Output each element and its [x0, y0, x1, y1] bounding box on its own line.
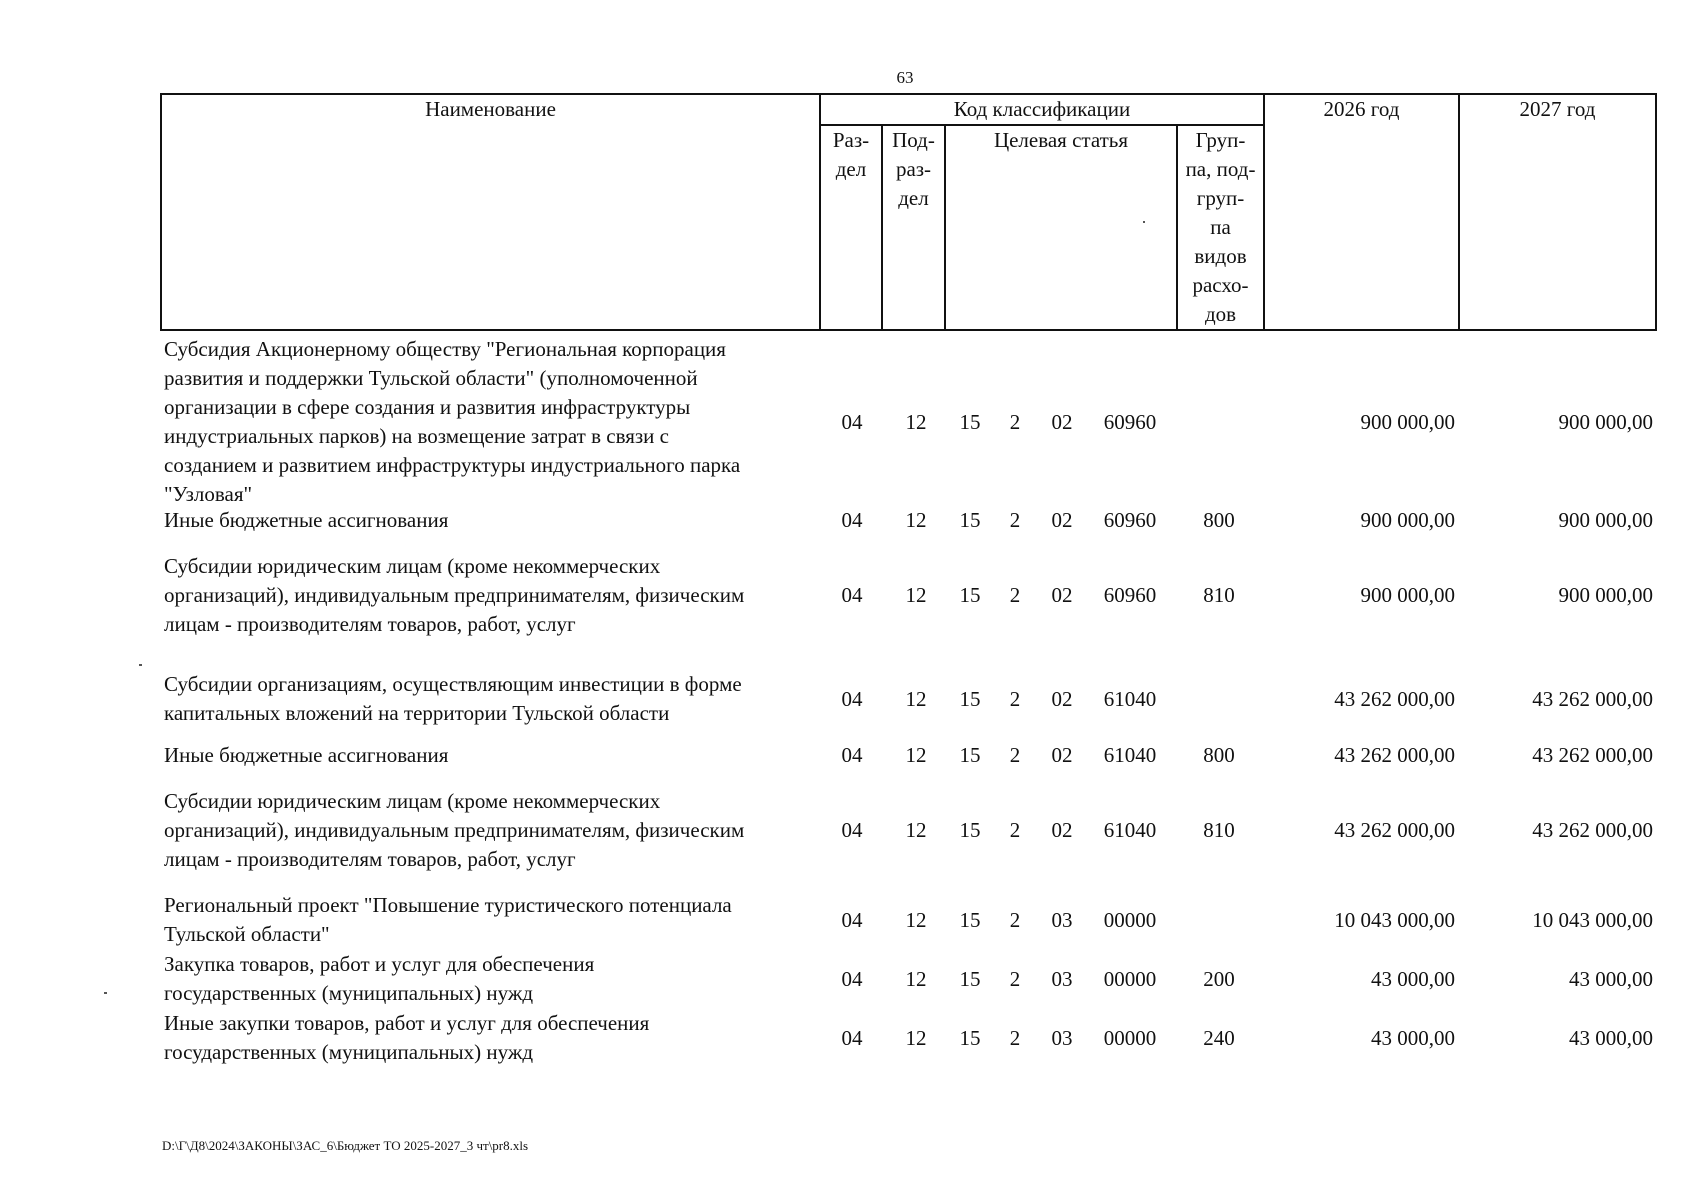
row-target-subprogram: 2: [1009, 907, 1021, 932]
scan-speck: [104, 992, 107, 994]
row-target-program: 15: [959, 583, 981, 607]
row-name-line: организаций), индивидуальным предпринимателям, физическим: [164, 583, 745, 607]
row-name-line: лицам - производителям товаров, работ, услуг: [164, 612, 576, 636]
row-amount-2027: 10 043 000,00: [1532, 907, 1653, 932]
row-podrazdel: 12: [905, 907, 927, 932]
row-target-program: 15: [959, 1025, 981, 1050]
row-expense-group: 240: [1203, 1025, 1235, 1050]
header-code: Код классификации: [820, 94, 1264, 125]
row-razdel: 04: [841, 686, 863, 711]
row-amount-2027: 43 000,00: [1569, 966, 1653, 991]
row-amount-2026: 43 000,00: [1371, 1025, 1455, 1050]
row-target-direction: 61040: [1103, 743, 1157, 767]
row-podrazdel: 12: [905, 966, 927, 991]
table-row: [0, 670, 1691, 728]
row-amount-2026: 900 000,00: [1360, 583, 1455, 607]
row-name-line: созданием и развитием инфраструктуры индустриального парка: [164, 453, 741, 477]
row-target-element: 02: [1051, 686, 1073, 711]
row-amount-2026: 43 000,00: [1371, 966, 1455, 991]
row-name-line: "Узловая": [164, 482, 253, 506]
row-target-direction: 00000: [1103, 966, 1157, 991]
row-expense-group: 200: [1203, 966, 1235, 991]
scan-speck: [139, 664, 142, 666]
row-name-line: капитальных вложений на территории Тульской области: [164, 701, 670, 725]
row-target-program: 15: [959, 409, 981, 434]
row-target-subprogram: 2: [1009, 508, 1021, 532]
row-amount-2026: 900 000,00: [1360, 508, 1455, 532]
row-name-line: Региональный проект "Повышение туристического потенциала: [164, 893, 732, 917]
row-razdel: 04: [841, 1025, 863, 1050]
header-year-2026: 2026 год: [1264, 94, 1459, 330]
row-name-line: государственных (муниципальных) нужд: [164, 1040, 534, 1064]
row-target-direction: 61040: [1103, 686, 1157, 711]
header-line: па: [1210, 215, 1231, 239]
row-name: [164, 787, 824, 874]
row-razdel: 04: [841, 966, 863, 991]
row-podrazdel: 12: [905, 818, 927, 842]
row-name-line: Иные бюджетные ассигнования: [164, 743, 449, 767]
row-podrazdel: 12: [905, 583, 927, 607]
row-amount-2027: 43 262 000,00: [1532, 686, 1653, 711]
table-row: [0, 950, 1691, 1008]
table-row: [0, 506, 1691, 535]
table-row: [0, 335, 1691, 509]
row-target-subprogram: 2: [1009, 686, 1021, 711]
scan-speck: [1143, 221, 1145, 223]
row-name-line: развития и поддержки Тульской области" (уполномоченной: [164, 366, 698, 390]
table-row: [0, 891, 1691, 949]
row-target-subprogram: 2: [1009, 583, 1021, 607]
row-amount-2026: 10 043 000,00: [1334, 907, 1455, 932]
row-amount-2026: 43 262 000,00: [1334, 743, 1455, 767]
row-name: [164, 335, 824, 509]
row-target-direction: 60960: [1103, 583, 1157, 607]
row-target-program: 15: [959, 508, 981, 532]
row-name: [164, 552, 824, 639]
row-podrazdel: 12: [905, 686, 927, 711]
header-group: [1177, 125, 1264, 330]
header-line: дел: [835, 157, 867, 181]
row-target-program: 15: [959, 907, 981, 932]
row-razdel: 04: [841, 508, 863, 532]
row-name-line: Субсидия Акционерному обществу "Региональная корпорация: [164, 337, 726, 361]
row-razdel: 04: [841, 583, 863, 607]
row-amount-2026: 43 262 000,00: [1334, 686, 1455, 711]
row-target-element: 02: [1051, 583, 1073, 607]
row-name-line: государственных (муниципальных) нужд: [164, 981, 534, 1005]
header-line: дел: [898, 186, 929, 210]
row-amount-2027: 900 000,00: [1558, 583, 1653, 607]
row-target-direction: 60960: [1103, 508, 1157, 532]
table-row: [0, 552, 1691, 639]
row-target-subprogram: 2: [1009, 409, 1021, 434]
table-row: [0, 1009, 1691, 1067]
row-expense-group: 800: [1203, 743, 1235, 767]
row-amount-2027: 900 000,00: [1558, 409, 1653, 434]
header-razdel: [820, 125, 882, 330]
row-razdel: 04: [841, 907, 863, 932]
row-name-line: индустриальных парков) на возмещение затрат в связи с: [164, 424, 669, 448]
row-name: [164, 1009, 824, 1067]
table-header: [160, 93, 1657, 331]
header-year-2027: 2027 год: [1459, 94, 1656, 330]
row-name-line: Иные закупки товаров, работ и услуг для обеспечения: [164, 1011, 650, 1035]
row-podrazdel: 12: [905, 409, 927, 434]
row-name: [164, 741, 824, 770]
row-name-line: лицам - производителям товаров, работ, услуг: [164, 847, 576, 871]
row-name-line: организаций), индивидуальным предпринимателям, физическим: [164, 818, 745, 842]
header-name: Наименование: [161, 94, 820, 330]
row-amount-2026: 900 000,00: [1360, 409, 1455, 434]
row-name-line: Субсидии организациям, осуществляющим инвестиции в форме: [164, 672, 742, 696]
row-podrazdel: 12: [905, 508, 927, 532]
header-line: груп-: [1196, 186, 1245, 210]
header-line: Под-: [892, 128, 935, 152]
row-name-line: Иные бюджетные ассигнования: [164, 508, 449, 532]
row-podrazdel: 12: [905, 1025, 927, 1050]
row-expense-group: 810: [1203, 583, 1235, 607]
row-target-direction: 00000: [1103, 907, 1157, 932]
row-expense-group: 810: [1203, 818, 1235, 842]
row-name-line: Субсидии юридическим лицам (кроме некоммерческих: [164, 554, 661, 578]
row-target-subprogram: 2: [1009, 818, 1021, 842]
row-target-program: 15: [959, 743, 981, 767]
row-razdel: 04: [841, 409, 863, 434]
row-target-program: 15: [959, 966, 981, 991]
row-target-subprogram: 2: [1009, 966, 1021, 991]
row-target-element: 02: [1051, 409, 1073, 434]
file-path: D:\Г\Д8\2024\ЗАКОНЫ\ЗАС_6\Бюджет ТО 2025-2027_3 чт\pr8.xls: [162, 1138, 529, 1153]
row-target-direction: 00000: [1103, 1025, 1157, 1050]
row-amount-2027: 43 000,00: [1569, 1025, 1653, 1050]
header-target: Целевая статья: [945, 125, 1177, 330]
row-amount-2027: 43 262 000,00: [1532, 743, 1653, 767]
table-row: [0, 741, 1691, 770]
header-line: раз-: [895, 157, 932, 181]
header-line: видов: [1194, 244, 1247, 268]
header-line: па, под-: [1185, 157, 1256, 181]
row-target-program: 15: [959, 686, 981, 711]
row-podrazdel: 12: [905, 743, 927, 767]
header-line: дов: [1204, 302, 1237, 326]
row-target-element: 03: [1051, 1025, 1073, 1050]
row-target-direction: 61040: [1103, 818, 1157, 842]
row-target-subprogram: 2: [1009, 743, 1021, 767]
row-name: [164, 670, 824, 728]
row-razdel: 04: [841, 818, 863, 842]
row-name-line: Тульской области": [164, 922, 330, 946]
row-razdel: 04: [841, 743, 863, 767]
row-target-element: 02: [1051, 743, 1073, 767]
row-name-line: организации в сфере создания и развития инфраструктуры: [164, 395, 691, 419]
row-name-line: Закупка товаров, работ и услуг для обеспечения: [164, 952, 595, 976]
header-line: Груп-: [1195, 128, 1246, 152]
row-target-program: 15: [959, 818, 981, 842]
row-target-element: 03: [1051, 907, 1073, 932]
row-name: [164, 950, 824, 1008]
page-number: 63: [896, 68, 914, 87]
row-target-element: 02: [1051, 508, 1073, 532]
table-row: [0, 787, 1691, 874]
header-podrazdel: [882, 125, 945, 330]
row-name-line: Субсидии юридическим лицам (кроме некоммерческих: [164, 789, 661, 813]
row-target-direction: 60960: [1103, 409, 1157, 434]
row-amount-2026: 43 262 000,00: [1334, 818, 1455, 842]
row-amount-2027: 900 000,00: [1558, 508, 1653, 532]
row-expense-group: 800: [1203, 508, 1235, 532]
row-name: [164, 506, 824, 535]
row-target-element: 02: [1051, 818, 1073, 842]
row-name: [164, 891, 824, 949]
header-line: Раз-: [832, 128, 870, 152]
row-target-subprogram: 2: [1009, 1025, 1021, 1050]
header-line: расхо-: [1192, 273, 1249, 297]
row-amount-2027: 43 262 000,00: [1532, 818, 1653, 842]
row-target-element: 03: [1051, 966, 1073, 991]
